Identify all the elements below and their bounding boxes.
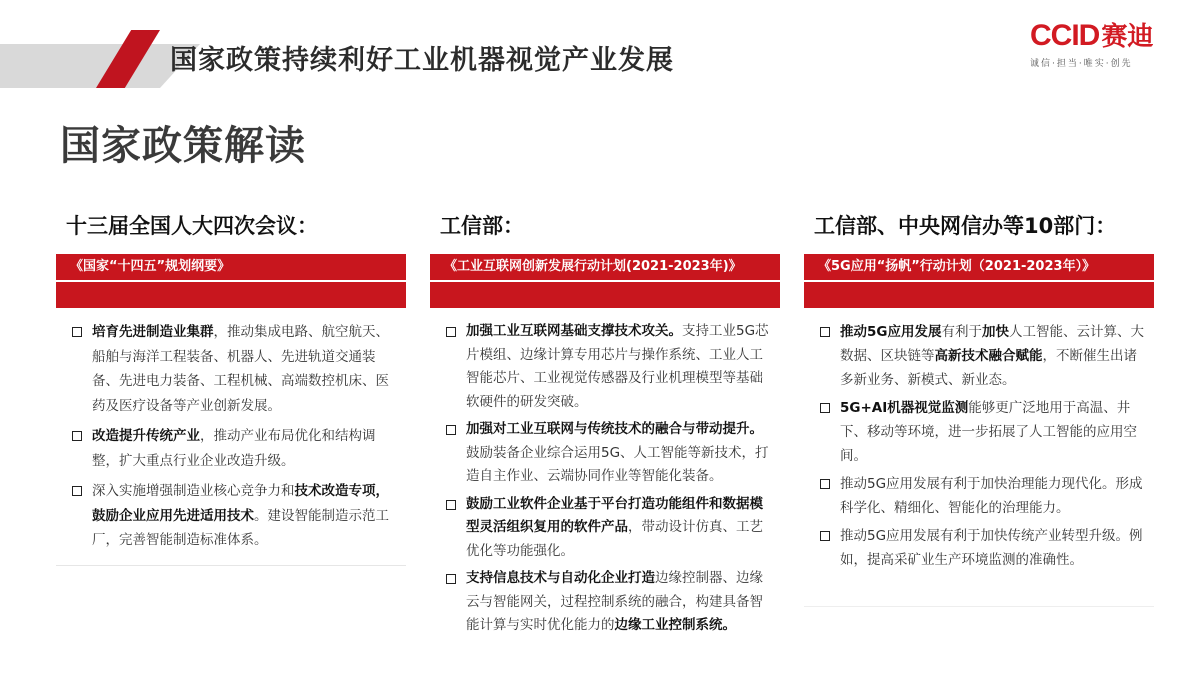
policy-item: [820, 396, 1146, 468]
logo-text: CCID: [1030, 19, 1100, 52]
policy-item-emphasis: 推动5G应用发展: [840, 324, 942, 340]
policy-item-emphasis: 高新技术融合赋能: [934, 348, 1043, 364]
logo-cn-text: 赛迪: [1101, 22, 1154, 52]
policy-item-text: 。建设智能制造示范工厂，完善智能制造标准体系。: [92, 507, 389, 548]
policy-item-text: 鼓励装备企业综合运用5G、人工智能等新技术，打造自主作业、云端协同作业等智能化装备。: [466, 444, 769, 484]
square-bullet-icon: [72, 486, 82, 496]
policy-item: [72, 320, 398, 418]
logo-slogan: 诚信·担当·唯实·创先: [1030, 59, 1133, 69]
policy-item: [446, 493, 772, 564]
policy-item-emphasis: 加强工业互联网基础支撑技术攻关。: [466, 323, 682, 339]
policy-item-emphasis: 边缘工业控制系统。: [614, 617, 736, 633]
policy-item: [820, 472, 1146, 520]
policy-item-text: 推动5G应用发展有利于加快治理能力现代化。形成科学化、精细化、智能化的治理能力。: [840, 476, 1143, 516]
square-bullet-icon: [820, 531, 830, 541]
policy-item-text: ，推动产业布局优化和结构调整，扩大重点行业企业改造升级。: [92, 428, 376, 469]
policy-column-miit: [430, 210, 780, 642]
policy-item-list: [56, 320, 406, 566]
square-bullet-icon: [446, 327, 456, 337]
policy-item: [446, 418, 772, 489]
policy-item-emphasis: 改造提升传统产业: [92, 428, 200, 444]
square-bullet-icon: [820, 479, 830, 489]
policy-item-emphasis: 加快: [981, 324, 1009, 340]
policy-item: [72, 479, 398, 553]
policy-item: [820, 524, 1146, 572]
policy-column-ten-departments: [804, 210, 1154, 607]
slide-title: 国家政策持续利好工业机器视觉产业发展: [170, 45, 674, 76]
ccid-logo: [1030, 20, 1178, 70]
policy-item-text: ，带动设计仿真、工艺优化等功能强化。: [466, 519, 763, 559]
policy-column-npc: [56, 210, 406, 566]
policy-item-text: 人工智能、云计算、大数据、区块链等: [840, 324, 1144, 364]
policy-item-list: [430, 320, 780, 638]
document-title-bar: 《国家“十四五”规划纲要》: [56, 254, 406, 280]
policy-item-emphasis: 培育先进制造业集群: [92, 324, 214, 340]
square-bullet-icon: [820, 403, 830, 413]
document-title-bar: 《工业互联网创新发展行动计划(2021-2023年)》: [430, 254, 780, 280]
square-bullet-icon: [446, 500, 456, 510]
policy-item: [446, 320, 772, 414]
policy-item-list: [804, 320, 1154, 607]
policy-item-emphasis: 鼓励工业软件企业基于平台打造功能组件和数据模型灵活组织复用的软件产品: [466, 495, 763, 535]
policy-item-emphasis: 加强对工业互联网与传统技术的融合与带动提升。: [466, 421, 763, 437]
document-title-bar: 《5G应用“扬帆”行动计划（2021-2023年）》: [804, 254, 1154, 280]
column-heading: 工信部、中央网信办等10部门：: [814, 214, 1117, 238]
policy-item-text: 边缘控制器、边缘云与智能网关，过程控制系统的融合，构建具备智能计算与实时优化能力的: [466, 570, 763, 633]
policy-item-text: 能够更广泛地用于高温、井下、移动等环境，进一步拓展了人工智能的应用空间。: [840, 400, 1137, 464]
policy-item-text: 有利于: [941, 324, 982, 340]
policy-item: [820, 320, 1146, 392]
policy-item-text: ，不断催生出诸多新业务、新模式、新业态。: [840, 348, 1137, 388]
policy-item: [446, 567, 772, 638]
policy-item-emphasis: 5G+AI机器视觉监测: [840, 400, 969, 416]
document-bar-decor: [56, 282, 406, 308]
column-heading: 十三届全国人大四次会议：: [66, 214, 318, 238]
square-bullet-icon: [446, 425, 456, 435]
policy-item-emphasis: 技术改造专项，鼓励企业应用先进适用技术: [92, 483, 389, 524]
section-title: 国家政策解读: [60, 123, 306, 169]
document-bar-decor: [430, 282, 780, 308]
document-bar-decor: [804, 282, 1154, 308]
policy-item-emphasis: 支持信息技术与自动化企业打造: [466, 570, 655, 586]
policy-item-text: ，推动集成电路、航空航天、船舶与海洋工程装备、机器人、先进轨道交通装备、先进电力装备、工程机械、高端数控机床、医药及医疗设备等产业创新发展。: [92, 324, 389, 414]
policy-item-text: 支持工业5G芯片模组、边缘计算专用芯片与操作系统、工业人工智能芯片、工业视觉传感器及行业机理模型等基础软硬件的研发突破。: [466, 323, 769, 410]
square-bullet-icon: [72, 431, 82, 441]
square-bullet-icon: [820, 327, 830, 337]
square-bullet-icon: [446, 574, 456, 584]
policy-item-text: 推动5G应用发展有利于加快传统产业转型升级。例如，提高采矿业生产环境监测的准确性。: [840, 528, 1143, 568]
column-heading: 工信部：: [440, 214, 524, 238]
policy-item: [72, 424, 398, 473]
square-bullet-icon: [72, 327, 82, 337]
policy-item-text: 深入实施增强制造业核心竞争力和: [92, 483, 295, 499]
